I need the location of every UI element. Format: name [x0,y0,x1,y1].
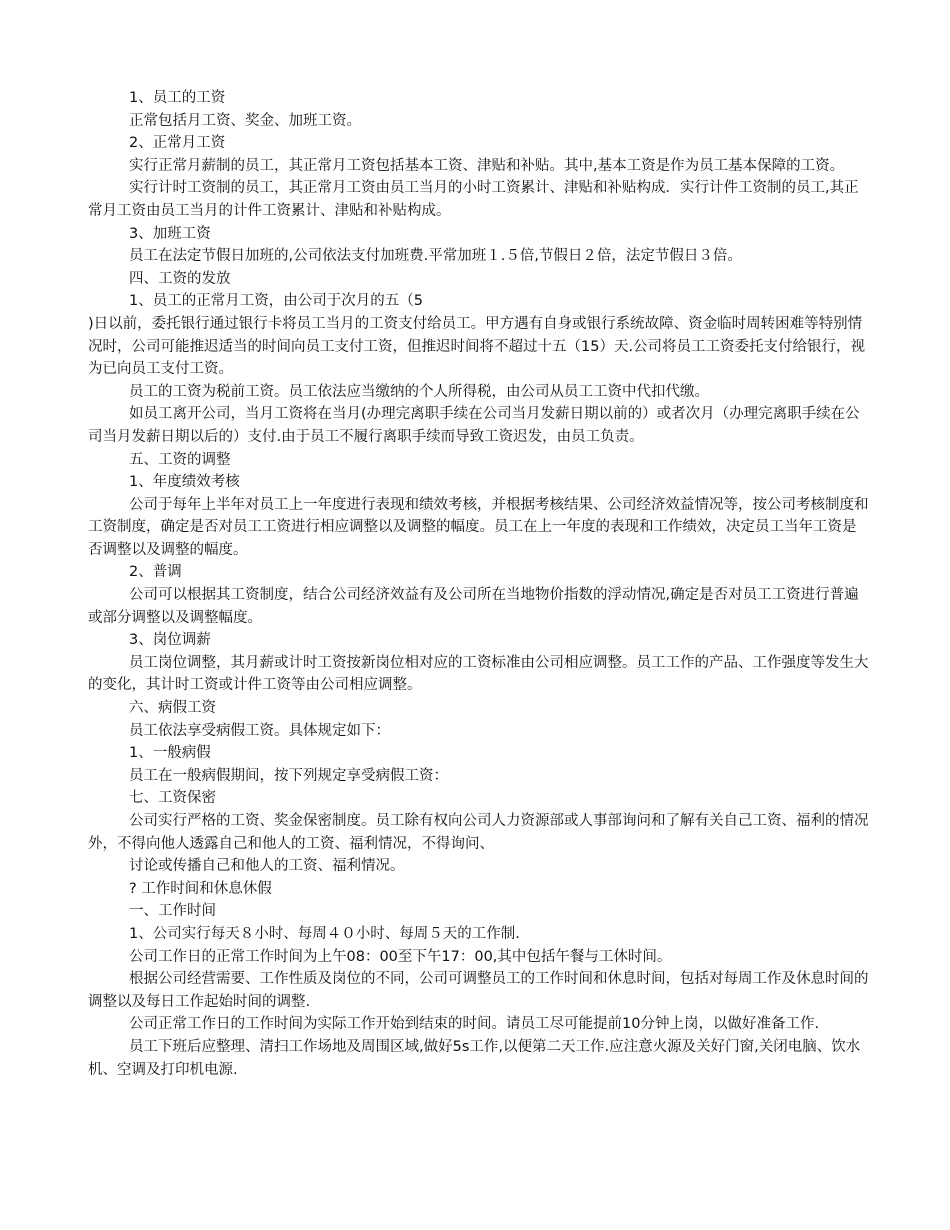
paragraph: )日以前，委托银行通过银行卡将员工当月的工资支付给员工。甲方遇有自身或银行系统故障、资金临时周转困难等特别情况时，公司可能推迟适当的时间向员工支付工资，但推迟时间将不超过十五（15）天.公司将员工工资委托支付给银行，视为已向员工支付工资。 [88,315,866,378]
section-heading: 六、病假工资 [129,700,216,717]
document-body [88,87,870,1081]
section-heading: ? 工作时间和休息休假 [129,880,272,897]
paragraph: 根据公司经营需要、工作性质及岗位的不同，公司可调整员工的工作时间和休息时间，包括对每周工作及休息时间的调整以及每日工作起始时间的调整. [88,971,869,1010]
paragraph: 员工岗位调整，其月薪或计时工资按新岗位相对应的工资标准由公司相应调整。员工工作的产品、工作强度等发生大的变化，其计时工资或计件工资等由公司相应调整。 [88,654,869,694]
section-heading: 3、岗位调薪 [129,632,211,649]
section-heading: 2、普调 [129,564,182,581]
paragraph: 实行正常月薪制的员工，其正常月工资包括基本工资、津贴和补贴。其中,基本工资是作为员工基本保障的工资。 [129,157,845,174]
paragraph: 讨论或传播自己和他人的工资、福利情况。 [129,858,405,875]
paragraph: 公司可以根据其工资制度，结合公司经济效益有及公司所在当地物价指数的浮动情况,确定是否对员工工资进行普遍或部分调整以及调整幅度。 [88,587,859,626]
paragraph: 员工依法享受病假工资。具体规定如下： [129,722,390,739]
section-heading: 1、员工的工资 [129,90,226,106]
paragraph: 公司正常工作日的工作时间为实际工作开始到结束的时间。请员工尽可能提前10分钟上岗，以做好准备工作. [129,1016,820,1033]
section-heading: 五、工资的调整 [129,451,231,468]
section-heading: 七、工资保密 [129,790,216,807]
paragraph: 公司工作日的正常工作时间为上午08：00至下午17：00,其中包括午餐与工休时间。 [129,948,672,965]
section-heading: 一、工作时间 [129,903,216,920]
paragraph: 如员工离开公司，当月工资将在当月(办理完离职手续在公司当月发薪日期以前的）或者次月（办理完离职手续在公司当月发薪日期以后的）支付.由于员工不履行离职手续而导致工资迟发，由员工负责。 [88,406,860,445]
section-heading: 3、加班工资 [129,225,211,242]
paragraph: 公司于每年上半年对员工上一年度进行表现和绩效考核，并根据考核结果、公司经济效益情况等，按公司考核制度和工资制度，确定是否对员工工资进行相应调整以及调整的幅度。员工在上一年度的表现和工作绩效，决定员工当年工资是否调整以及调整的幅度。 [88,496,869,558]
section-heading: 1、一般病假 [129,745,211,762]
paragraph: 员工在法定节假日加班的,公司依法支付加班费.平常加班１.５倍,节假日２倍，法定节假日３倍。 [129,248,742,265]
paragraph: 实行计时工资制的员工，其正常月工资由员工当月的小时工资累计、津贴和补贴构成．实行计件工资制的员工,其正常月工资由员工当月的计件工资累计、津贴和补贴构成。 [88,180,859,219]
paragraph: 1、公司实行每天８小时、每周４０小时、每周５天的工作制. [129,925,520,942]
paragraph: 1、员工的正常月工资，由公司于次月的五（5 [129,293,423,310]
paragraph: 员工下班后应整理、清扫工作场地及周围区域,做好5s工作,以便第二天工作.应注意火源及关好门窗,关闭电脑、饮水机、空调及打印机电源. [88,1038,861,1078]
paragraph: 公司实行严格的工资、奖金保密制度。员工除有权向公司人力资源部或人事部询问和了解有关自己工资、福利的情况外，不得向他人透露自己和他人的工资、福利情况，不得询问、 [88,813,869,852]
section-heading: 四、工资的发放 [129,270,231,287]
section-heading: 2、正常月工资 [129,135,226,152]
paragraph: 员工的工资为税前工资。员工依法应当缴纳的个人所得税，由公司从员工工资中代扣代缴。 [129,383,709,400]
paragraph: 正常包括月工资、奖金、加班工资。 [129,112,361,129]
paragraph: 员工在一般病假期间，按下列规定享受病假工资： [129,767,448,784]
section-heading: 1、年度绩效考核 [129,474,240,491]
